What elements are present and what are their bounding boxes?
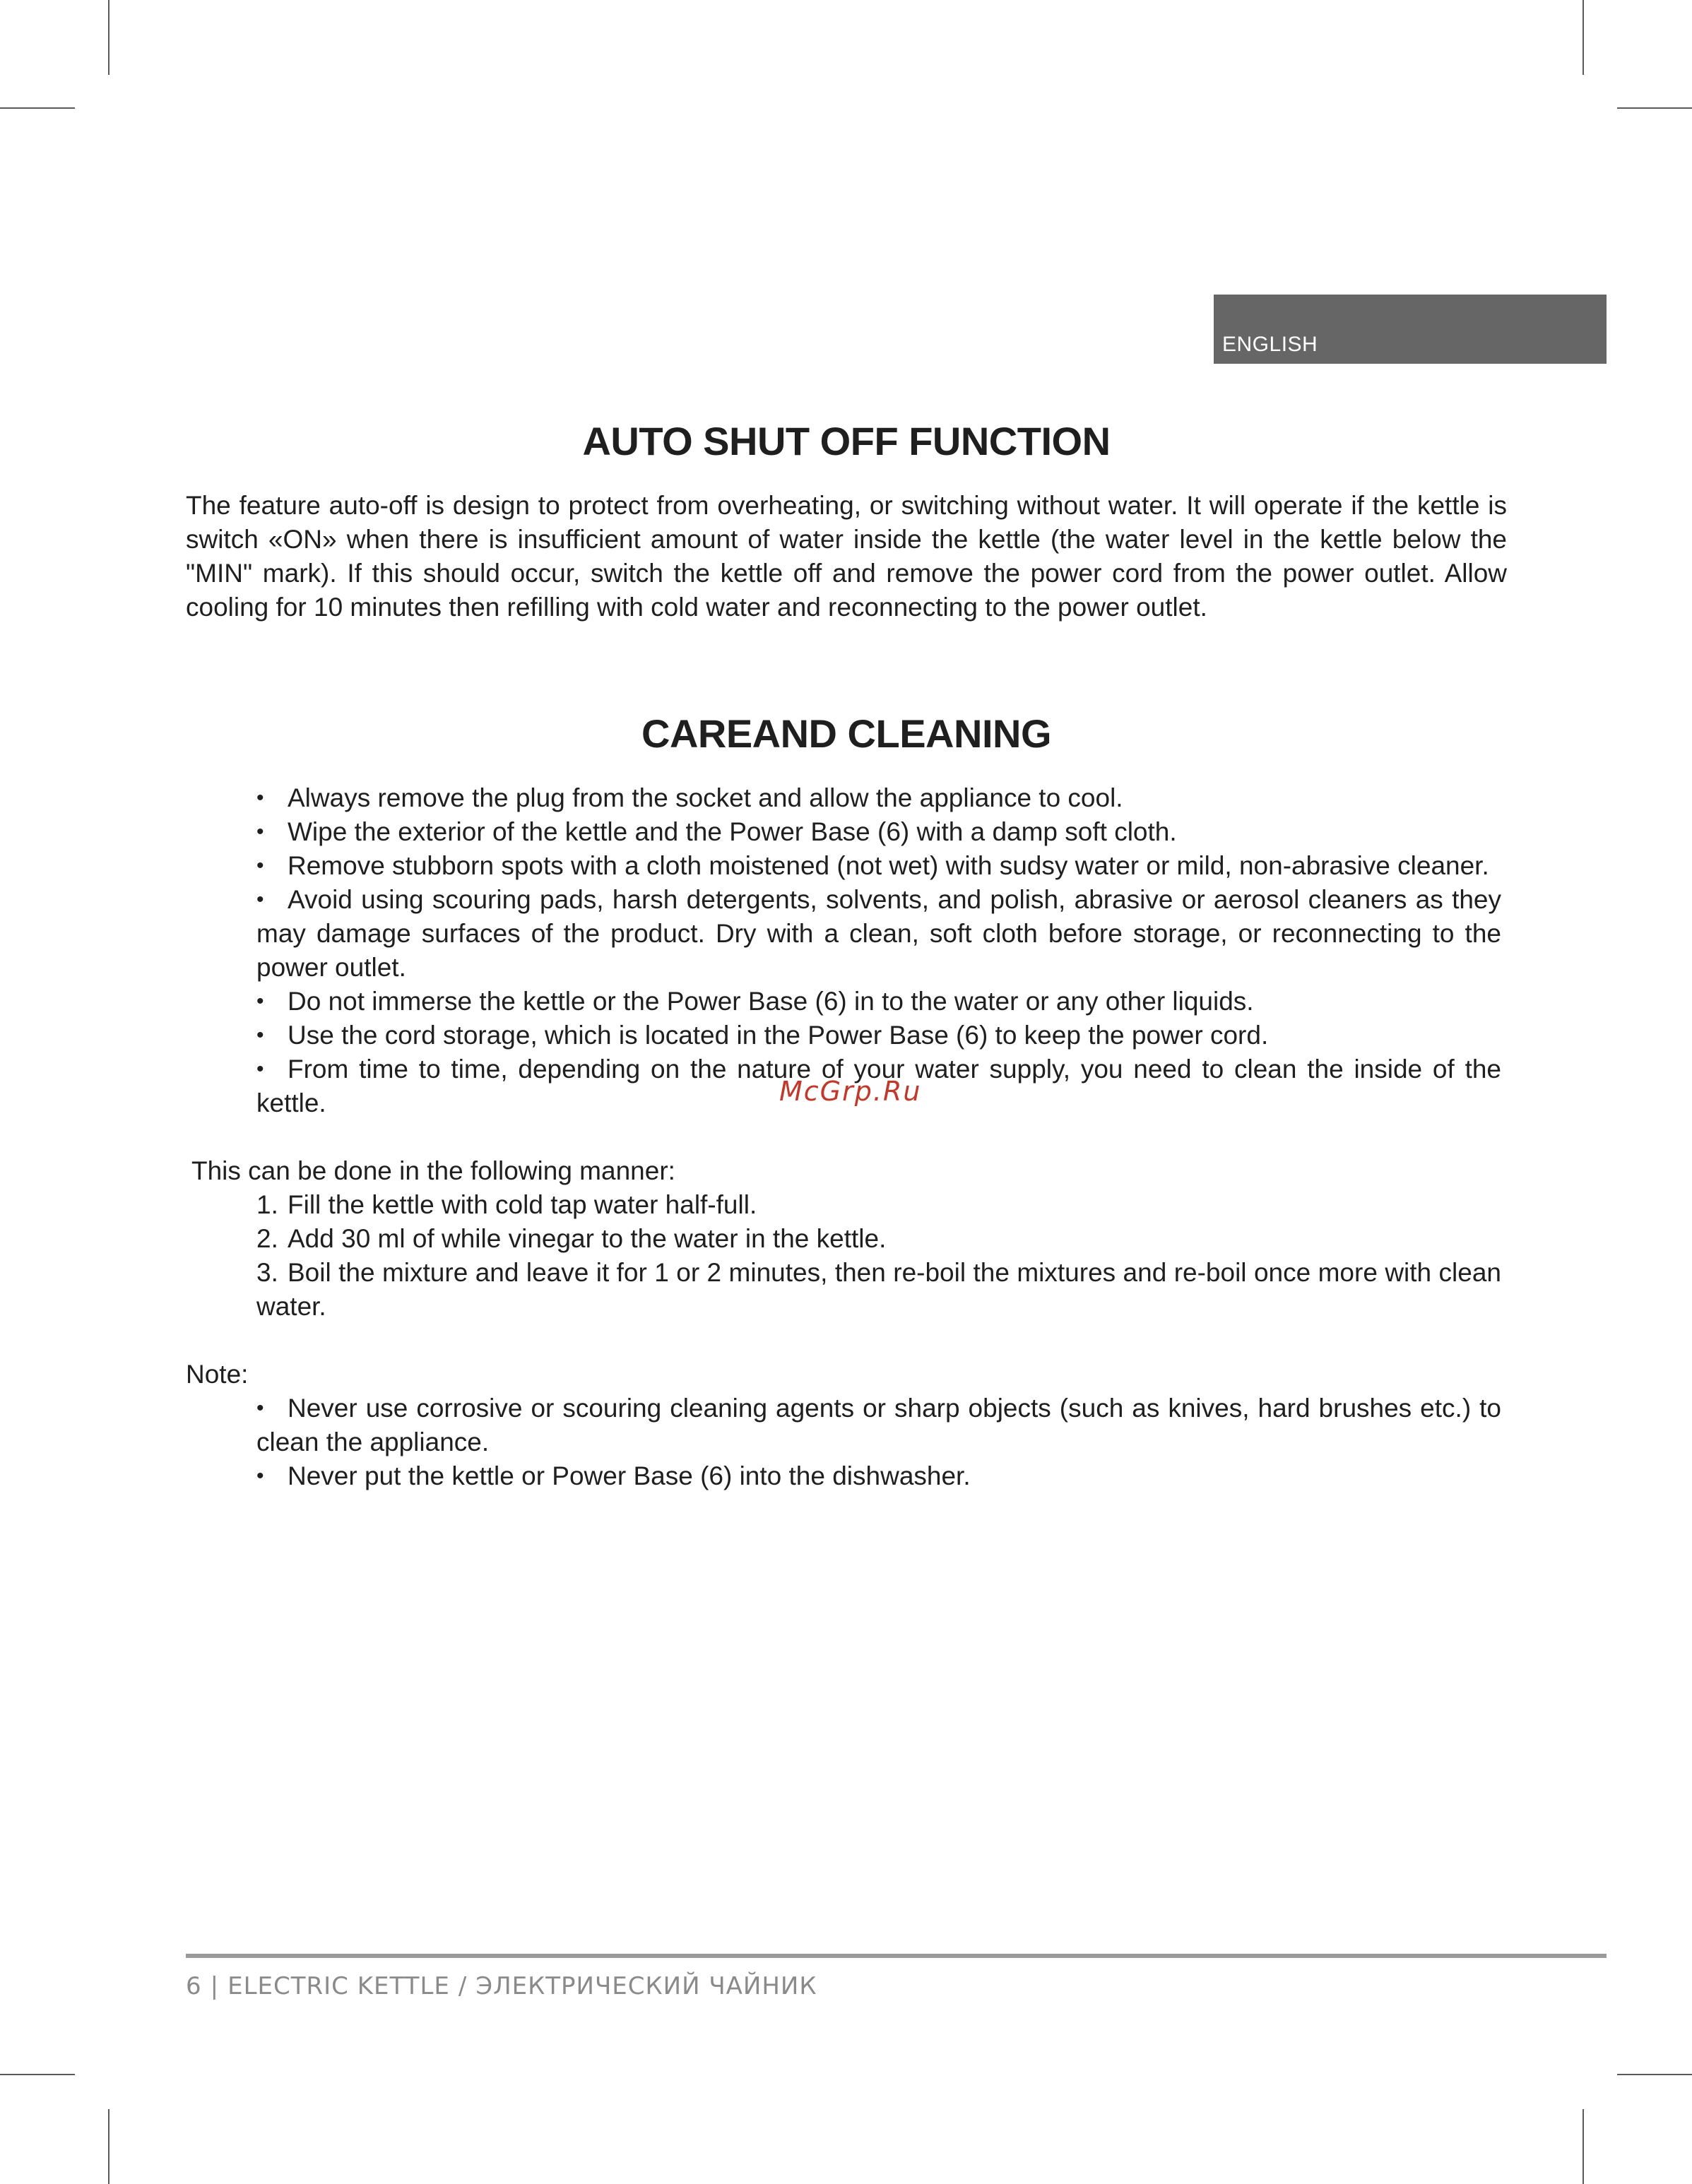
list-item: • Never use corrosive or scouring cleaning agents or sharp objects (such as knives, hard brushes etc.) to clean the appliance. (256, 1391, 1501, 1459)
notes-list (256, 1391, 1501, 1493)
list-item: 1. Fill the kettle with cold tap water half-full. (256, 1190, 757, 1219)
list-item: • Avoid using scouring pads, harsh detergents, solvents, and polish, abrasive or aerosol cleaners as they may damage surfaces of the product. Dry with a clean, soft cloth before storage, or reconnecting to the power outlet. (256, 883, 1501, 985)
crop-mark-left-bottom (0, 2074, 75, 2075)
bullet-icon: • (256, 888, 264, 911)
footer-rule (186, 1954, 1607, 1958)
list-item: • Do not immerse the kettle or the Power Base (6) in to the water or any other liquids. (256, 985, 1501, 1019)
page-number: 6 (186, 1972, 202, 2000)
auto-shut-off-paragraph: The feature auto-off is design to protect from overheating, or switching without water. It will operate if the kettle is switch «ON» when there is insufficient amount of water inside the kettle (the water level in the kettle below the "MIN" mark). If this should occur, switch the kettle off and remove the power cord from the power outlet. Allow cooling for 10 minutes then refilling with cold water and reconnecting to the power outlet. (186, 491, 1507, 622)
cleaning-intro: This can be done in the following manner: (191, 1156, 675, 1185)
note-label: Note: (186, 1360, 249, 1389)
list-item: • Never put the kettle or Power Base (6) into the dishwasher. (256, 1459, 1501, 1493)
footer-separator: | (210, 1972, 220, 2000)
language-tab-label: ENGLISH (1222, 333, 1318, 356)
bullet-icon: • (256, 990, 264, 1013)
footer-title-en: ELECTRIC KETTLE (227, 1972, 450, 2000)
language-tab (1214, 295, 1607, 364)
list-item: • Always remove the plug from the socket and allow the appliance to cool. (256, 781, 1501, 815)
list-item: 2. Add 30 ml of while vinegar to the water in the kettle. (256, 1224, 887, 1253)
list-item: • Remove stubborn spots with a cloth moistened (not wet) with sudsy water or mild, non-abrasive cleaner. (256, 849, 1501, 883)
bullet-icon: • (256, 820, 264, 843)
list-item: • Wipe the exterior of the kettle and the Power Base (6) with a damp soft cloth. (256, 815, 1501, 849)
list-item: • From time to time, depending on the nature of your water supply, you need to clean the inside of the kettle. (256, 1052, 1501, 1120)
crop-mark-top-right (1582, 0, 1584, 75)
list-item: • Use the cord storage, which is located in the Power Base (6) to keep the power cord. (256, 1019, 1501, 1052)
bullet-icon: • (256, 1396, 264, 1420)
footer-title-ru: ЭЛЕКТРИЧЕСКИЙ ЧАЙНИК (475, 1972, 817, 2000)
cleaning-steps-list (256, 1188, 1501, 1324)
crop-mark-right-bottom (1617, 2074, 1692, 2075)
page-content (186, 410, 1507, 1493)
bullet-icon: • (256, 854, 264, 877)
bullet-icon: • (256, 1464, 264, 1488)
care-bullet-list (256, 781, 1501, 1120)
crop-mark-bottom-left (108, 2109, 110, 2184)
section-title-auto-shut-off: AUTO SHUT OFF FUNCTION (582, 419, 1111, 463)
watermark: McGrp.Ru (779, 1076, 922, 1107)
bullet-icon: • (256, 786, 264, 809)
bullet-icon: • (256, 1057, 264, 1081)
page-footer (186, 1972, 817, 2000)
section-title-care-cleaning: CAREAND CLEANING (641, 711, 1051, 756)
list-item: 3. Boil the mixture and leave it for 1 or 2 minutes, then re-boil the mixtures and re-boil once more with clean water. (256, 1258, 1501, 1321)
crop-mark-bottom-right (1582, 2109, 1584, 2184)
crop-mark-right-top (1617, 107, 1692, 109)
bullet-icon: • (256, 1023, 264, 1047)
crop-mark-top-left (108, 0, 110, 75)
crop-mark-left-top (0, 107, 75, 109)
footer-slash: / (458, 1972, 468, 2000)
